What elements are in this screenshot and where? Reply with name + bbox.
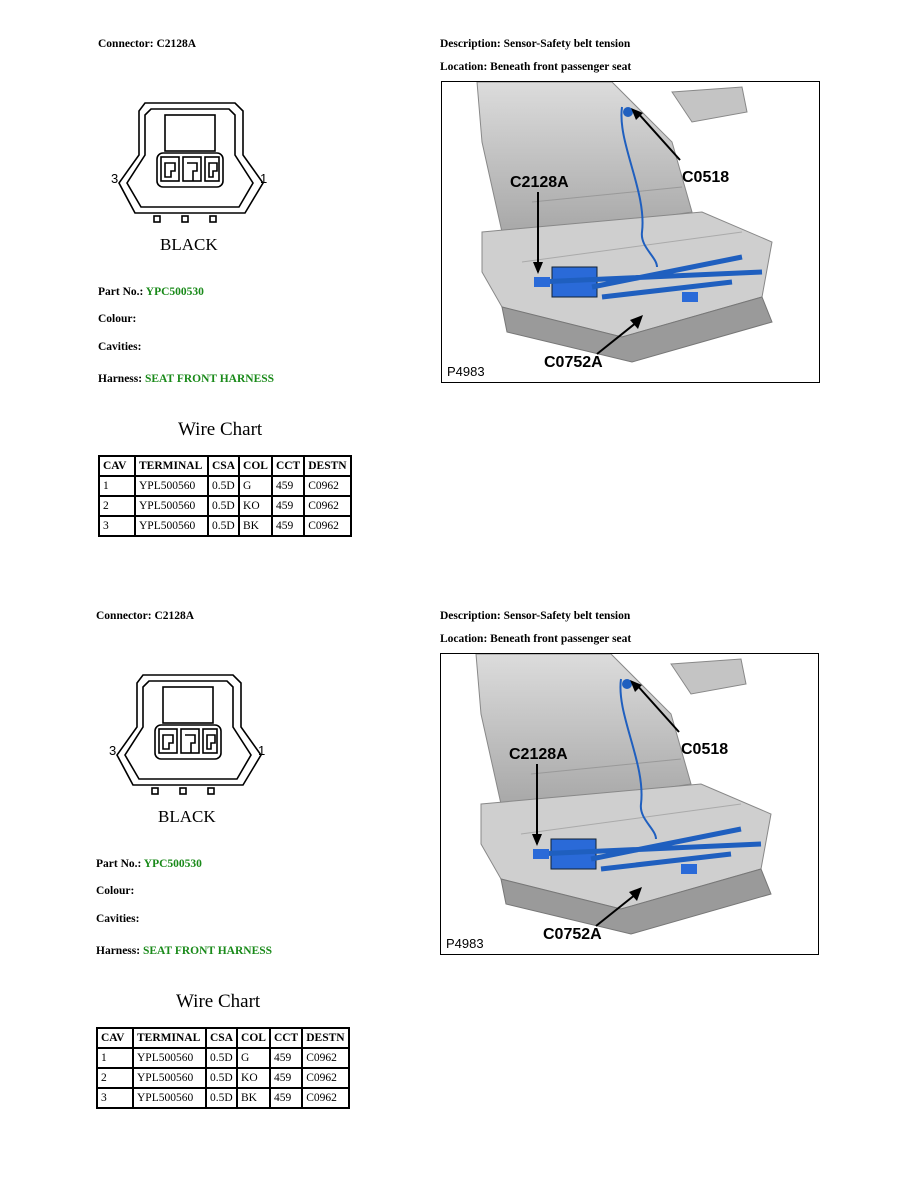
wire-chart-title: Wire Chart [178,419,263,440]
connector-colour-text: BLACK [158,807,216,826]
callout-c0518: C0518 [682,169,730,186]
col-terminal: TERMINAL [133,1028,206,1048]
seat-location-illustration [441,81,820,383]
location-value: Beneath front passenger seat [490,633,632,645]
location-line: Location: Beneath front passenger seat [440,633,632,645]
description-line: Description: Sensor-Safety belt tension [440,610,631,622]
pin-right-label: 1 [260,171,268,186]
harness-line: Harness: SEAT FRONT HARNESS [98,373,275,385]
col-csa: CSA [208,456,239,476]
description-value: Sensor-Safety belt tension [503,610,631,622]
connector-face-diagram [105,95,285,260]
description-line: Description: Sensor-Safety belt tension [440,38,631,50]
col-col: COL [239,456,272,476]
col-terminal: TERMINAL [135,456,208,476]
cavities-line: Cavities: [98,341,142,353]
table-row: 3 YPL500560 0.5D BK 459 C0962 [97,1088,349,1108]
col-destn: DESTN [304,456,350,476]
description-value: Sensor-Safety belt tension [503,38,631,50]
figure-code: P4983 [446,936,484,951]
table-row: 2 YPL500560 0.5D KO 459 C0962 [97,1068,349,1088]
col-csa: CSA [206,1028,237,1048]
callout-c0752a: C0752A [543,926,602,943]
wire-chart-table [98,455,352,537]
col-cav: CAV [99,456,135,476]
table-header-row [97,1028,349,1048]
connector-id: C2128A [156,38,197,50]
callout-c0518: C0518 [681,741,729,758]
connector-block-2 [0,572,918,1132]
part-no-value: YPC500530 [145,286,204,298]
table-row: 2 YPL500560 0.5D KO 459 C0962 [99,496,351,516]
part-no-line: Part No.: YPC500530 [98,286,204,298]
colour-line: Colour: [98,313,137,325]
wire-chart-table [96,1027,350,1109]
connector-block-1 [0,0,918,560]
cavities-line: Cavities: [96,913,140,925]
col-cct: CCT [272,456,304,476]
pin-right-label: 1 [258,743,266,758]
col-cct: CCT [270,1028,302,1048]
harness-value: SEAT FRONT HARNESS [142,945,273,957]
location-line: Location: Beneath front passenger seat [440,61,632,73]
seat-location-illustration [440,653,819,955]
location-value: Beneath front passenger seat [490,61,632,73]
col-destn: DESTN [302,1028,348,1048]
connector-heading: Connector: C2128A [96,610,195,622]
wire-chart-title: Wire Chart [176,991,261,1012]
harness-value: SEAT FRONT HARNESS [144,373,275,385]
callout-c0752a: C0752A [544,354,603,371]
col-col: COL [237,1028,270,1048]
col-cav: CAV [97,1028,133,1048]
callout-c2128a: C2128A [509,746,568,763]
harness-line: Harness: SEAT FRONT HARNESS [96,945,273,957]
colour-line: Colour: [96,885,135,897]
pin-left-label: 3 [109,743,117,758]
connector-colour-text: BLACK [160,235,218,254]
connector-heading: Connector: C2128A [98,38,197,50]
table-header-row [99,456,351,476]
table-row: 1 YPL500560 0.5D G 459 C0962 [97,1048,349,1068]
connector-id: C2128A [154,610,195,622]
part-no-line: Part No.: YPC500530 [96,858,202,870]
figure-code: P4983 [447,364,485,379]
table-row: 3 YPL500560 0.5D BK 459 C0962 [99,516,351,536]
part-no-value: YPC500530 [143,858,202,870]
table-row: 1 YPL500560 0.5D G 459 C0962 [99,476,351,496]
callout-c2128a: C2128A [510,174,569,191]
pin-left-label: 3 [111,171,119,186]
connector-face-diagram [103,667,283,832]
